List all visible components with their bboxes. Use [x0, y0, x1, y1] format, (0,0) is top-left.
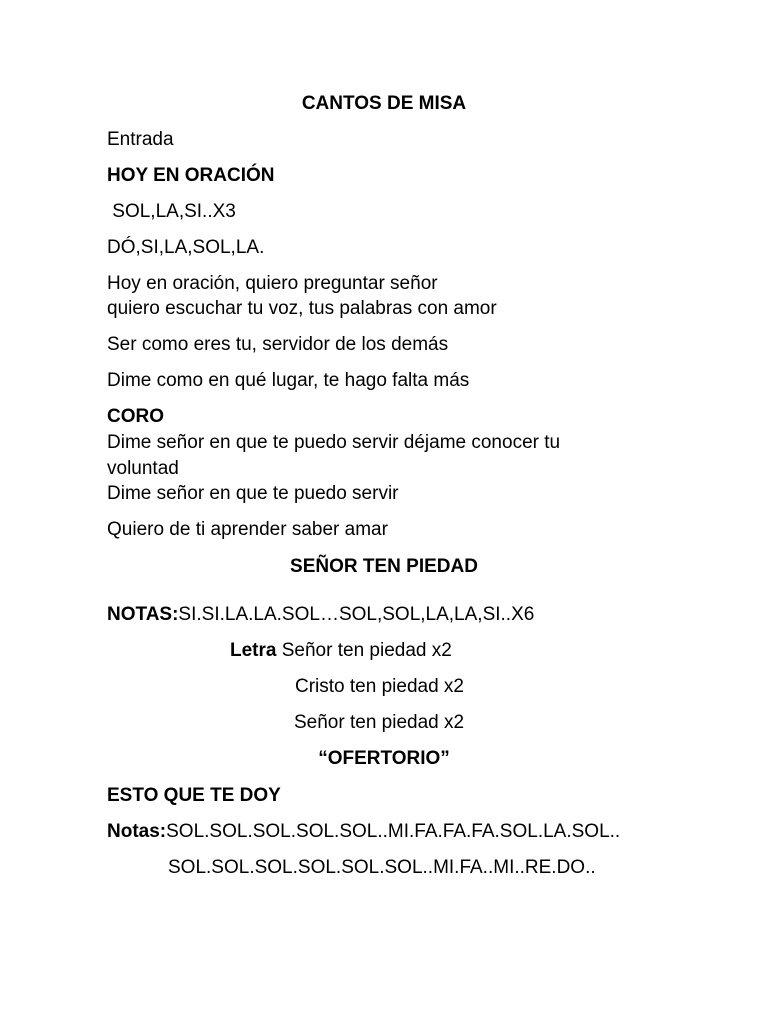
chorus-line: voluntad	[107, 458, 179, 479]
offertory-section-title: “OFERTORIO”	[318, 748, 450, 769]
song1-verse-line: Hoy en oración, quiero preguntar señor	[107, 273, 438, 294]
chorus-line: Quiero de ti aprender saber amar	[107, 519, 388, 540]
song1-notes-line2: DÓ,SI,LA,SOL,LA.	[107, 237, 265, 258]
song2-notes	[107, 602, 534, 628]
letra-label: Letra	[230, 640, 277, 661]
song2-notes-value: SI.SI.LA.LA.SOL…SOL,SOL,LA,LA,SI..X6	[178, 604, 535, 625]
song2-notes-label: NOTAS:	[107, 604, 179, 625]
song3-notes-line2: SOL.SOL.SOL.SOL.SOL.SOL..MI.FA..MI..RE.DO..	[168, 857, 596, 878]
song2-lyrics-line	[230, 638, 452, 664]
chorus-line: Dime señor en que te puedo servir déjame conocer tu	[107, 432, 561, 453]
song2-lyrics-line: Cristo ten piedad x2	[295, 676, 464, 697]
song2-title: SEÑOR TEN PIEDAD	[290, 556, 478, 577]
song3-title: ESTO QUE TE DOY	[107, 785, 281, 806]
song1-verse-line: Dime como en qué lugar, te hago falta más	[107, 370, 470, 391]
chorus-label: CORO	[107, 406, 164, 427]
song3-notes-label: Notas:	[107, 821, 167, 842]
chorus-line: Dime señor en que te puedo servir	[107, 483, 399, 504]
song2-lyrics-line: Señor ten piedad x2	[294, 712, 465, 733]
song1-verse-line: quiero escuchar tu voz, tus palabras con amor	[107, 298, 497, 319]
song2-lyric: Señor ten piedad x2	[276, 640, 452, 661]
document-title: CANTOS DE MISA	[301, 93, 467, 114]
song3-notes-value: SOL.SOL.SOL.SOL.SOL..MI.FA.FA.FA.SOL.LA.SOL..	[166, 821, 621, 842]
song1-notes-line1: SOL,LA,SI..X3	[107, 201, 236, 222]
song1-verse-line: Ser como eres tu, servidor de los demás	[107, 334, 449, 355]
song1-title: HOY EN ORACIÓN	[107, 165, 275, 186]
song3-notes	[107, 819, 620, 845]
entrada-label: Entrada	[107, 129, 174, 150]
